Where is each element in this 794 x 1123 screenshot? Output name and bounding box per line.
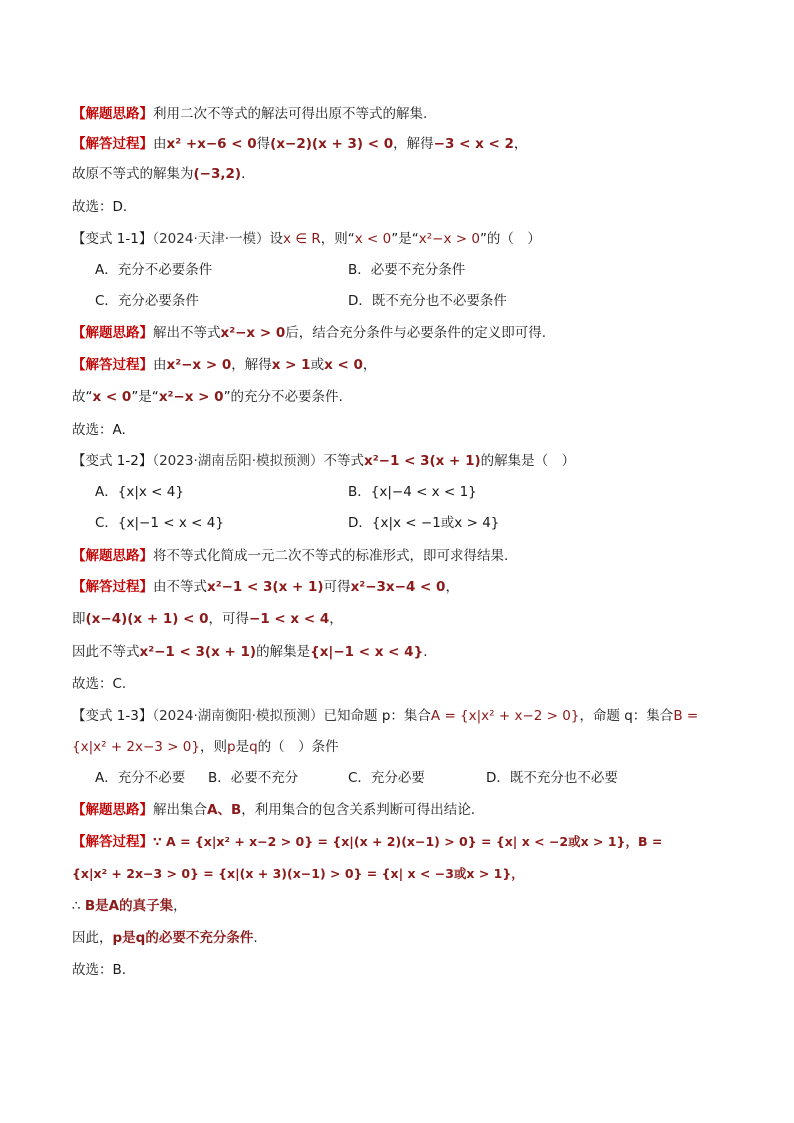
answer-line: 故选：A. <box>72 422 126 438</box>
text: ”是“ <box>131 389 159 405</box>
process-label: 【解答过程】 <box>72 579 153 595</box>
math: x ∈ R <box>283 231 321 247</box>
option-c: C．充分必要条件 <box>95 293 199 309</box>
process-line <box>72 164 245 184</box>
math: {x|x² + 2x−3 > 0} <box>72 739 200 755</box>
math: x² +x−6 < 0 <box>166 136 257 152</box>
option-c: C．{x|−1 < x < 4} <box>95 515 224 531</box>
math: x²−1 < 3(x + 1) <box>364 453 481 469</box>
text: 后，结合充分条件与必要条件的定义即可得. <box>285 325 547 341</box>
text: ， <box>445 579 459 595</box>
process-line <box>72 387 343 407</box>
text: 因此不等式 <box>72 644 140 660</box>
source: （2023·湖南岳阳·模拟预测） <box>152 453 324 469</box>
option-a: A．充分不必要 <box>95 770 186 786</box>
process-line <box>72 832 662 852</box>
variant-tag: 【变式 1-1】 <box>72 231 153 247</box>
math: B = <box>673 708 699 724</box>
math: −3 < x < 2 <box>433 136 514 152</box>
text: ，可得 <box>208 611 250 627</box>
question-line <box>72 451 575 471</box>
math: (−3,2) <box>193 166 242 182</box>
math: x²−x > 0 <box>166 357 232 373</box>
idea-label: 【解题思路】 <box>72 802 153 818</box>
source: （2024·天津·一模） <box>152 231 270 247</box>
process-line <box>72 609 343 629</box>
text: ”的（ ） <box>479 231 541 247</box>
text: ”是“ <box>391 231 419 247</box>
text: ，解得 <box>231 357 272 373</box>
math: {x|−1 < x < 4} <box>310 644 424 660</box>
text: 不等式 <box>323 453 365 469</box>
text: 由不等式 <box>153 579 207 595</box>
text: 将不等式化简成一元二次不等式的标准形式，即可求得结果. <box>153 548 509 564</box>
process-line <box>72 134 527 154</box>
text: 得 <box>256 136 271 152</box>
text: ”的充分不必要条件. <box>223 389 343 405</box>
source: （2024·湖南衡阳·模拟预测） <box>152 708 324 724</box>
idea-line <box>72 546 508 566</box>
idea-line <box>72 104 427 124</box>
question-line <box>72 706 698 726</box>
text: 的（ ）条件 <box>257 739 339 755</box>
idea-line <box>72 323 546 343</box>
process-label: 【解答过程】 <box>72 136 153 152</box>
process-line <box>72 577 459 597</box>
question-line <box>72 737 339 757</box>
variant-tag: 【变式 1-3】 <box>72 708 153 724</box>
text: 故原不等式的解集为 <box>72 166 194 182</box>
math: A、B <box>207 802 242 818</box>
text: ，则“ <box>320 231 355 247</box>
text: . <box>253 930 258 946</box>
option-c: C．充分必要 <box>348 770 425 786</box>
math: x²−x > 0 <box>158 389 224 405</box>
option-a: A．{x|x < 4} <box>95 484 184 500</box>
text: 设 <box>269 231 284 247</box>
math: (x−2)(x + 3) < 0 <box>270 136 394 152</box>
math: p <box>226 739 236 755</box>
math: {x|x² + 2x−3 > 0} = {x|(x + 3)(x−1) > 0} = {x| x < −3或x > 1}， <box>72 866 524 881</box>
process-label: 【解答过程】 <box>72 357 153 373</box>
text: 的解集是 <box>256 644 311 660</box>
text: 即 <box>72 611 86 627</box>
text: ， <box>513 136 528 152</box>
math: A = {x|x² + x−2 > 0} <box>430 708 580 724</box>
math: x > 1 <box>271 357 311 373</box>
process-label: 【解答过程】 <box>72 834 153 850</box>
math: p是q的必要不充分条件 <box>112 930 254 946</box>
process-line <box>72 642 427 662</box>
math: x²−1 < 3(x + 1) <box>207 579 324 595</box>
text: . <box>423 644 428 660</box>
text: ，利用集合的包含关系判断可得出结论. <box>241 802 476 818</box>
math: x²−1 < 3(x + 1) <box>139 644 257 660</box>
math: x < 0 <box>92 389 132 405</box>
answer-line: 故选：B. <box>72 962 127 978</box>
text: ， <box>362 357 377 373</box>
option-a: A．充分不必要条件 <box>95 262 213 278</box>
option-d: D．既不充分也不必要条件 <box>348 293 507 309</box>
math: q <box>249 739 258 755</box>
math: x²−x > 0 <box>220 325 286 341</box>
variant-tag: 【变式 1-2】 <box>72 453 153 469</box>
text: . <box>241 166 246 182</box>
math: x²−3x−4 < 0 <box>350 579 446 595</box>
text: 的解集是（ ） <box>480 453 576 469</box>
idea-label: 【解题思路】 <box>72 548 153 564</box>
text: 故“ <box>72 389 93 405</box>
process-line <box>72 896 187 916</box>
text: 或 <box>310 357 325 373</box>
text: ，则 <box>199 739 227 755</box>
text: ， <box>173 898 187 914</box>
text: 由 <box>153 357 167 373</box>
process-line <box>72 864 524 884</box>
math: (x−4)(x + 1) < 0 <box>85 611 209 627</box>
question-line <box>72 229 541 249</box>
option-b: B．{x|−4 < x < 1} <box>348 484 477 500</box>
answer-line: 故选：C. <box>72 676 127 692</box>
text: ∴ <box>72 898 85 914</box>
option-b: B．必要不充分 <box>208 770 299 786</box>
option-d: D．既不充分也不必要 <box>486 770 618 786</box>
math: ∵ A = {x|x² + x−2 > 0} = {x|(x + 2)(x−1) > 0} = {x| x < −2或x > 1}，B = <box>153 834 663 849</box>
math: x < 0 <box>324 357 363 373</box>
text: 解出不等式 <box>153 325 221 341</box>
text: 解出集合 <box>153 802 207 818</box>
math: x²−x > 0 <box>418 231 480 247</box>
idea-text: 利用二次不等式的解法可得出原不等式的解集. <box>153 106 428 122</box>
text: ，命题 q：集合 <box>579 708 674 724</box>
math: x < 0 <box>354 231 392 247</box>
idea-label: 【解题思路】 <box>72 106 153 122</box>
option-b: B．必要不充分条件 <box>348 262 466 278</box>
text: 由 <box>153 136 167 152</box>
process-line <box>72 928 258 948</box>
text: 因此， <box>72 930 113 946</box>
answer-line: 故选：D. <box>72 199 128 215</box>
text: 可得 <box>323 579 351 595</box>
text: ，解得 <box>393 136 434 152</box>
text: 是 <box>235 739 250 755</box>
idea-line <box>72 800 475 820</box>
text: 已知命题 p：集合 <box>323 708 431 724</box>
math: B是A的真子集 <box>84 898 174 914</box>
option-d: D．{x|x < −1或x > 4} <box>348 515 500 531</box>
idea-label: 【解题思路】 <box>72 325 153 341</box>
text: ， <box>329 611 343 627</box>
math: −1 < x < 4 <box>249 611 330 627</box>
process-line <box>72 355 376 375</box>
